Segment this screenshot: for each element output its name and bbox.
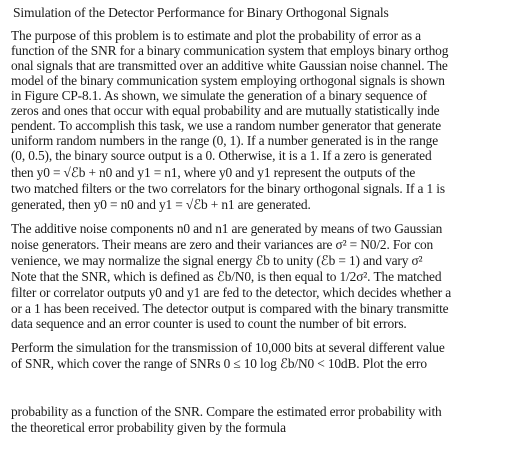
paragraph-1-line-8: uniform random numbers in the range (0, 1). If a number generated is in the range	[11, 133, 438, 148]
paragraph-1-line-2: function of the SNR for a binary communication system that employs binary orthog	[11, 43, 449, 58]
section-title: Simulation of the Detector Performance for Binary Orthogonal Signals	[13, 5, 389, 20]
paragraph-1-line-12: generated, then y0 = n0 and y1 = √ℰb + n1 are generated.	[11, 197, 311, 212]
paragraph-1-line-6: zeros and ones that occur with equal probability and are mutually statistically inde	[11, 103, 440, 118]
paragraph-1-line-1: The purpose of this problem is to estimate and plot the probability of error as a	[11, 28, 421, 43]
paragraph-3-line-1: Perform the simulation for the transmission of 10,000 bits at several different value	[11, 340, 445, 355]
paragraph-3-line-2: of SNR, which cover the range of SNRs 0 ≤ 10 log ℰb/N0 < 10dB. Plot the erro	[11, 356, 427, 371]
paragraph-1-line-7: pendent. To accomplish this task, we use a random number generator that generate	[11, 118, 442, 133]
paragraph-1-line-10: then y0 = √ℰb + n0 and y1 = n1, where y0 and y1 represent the outputs of the	[11, 165, 416, 180]
paragraph-2-line-2: noise generators. Their means are zero and their variances are σ² = N0/2. For con	[11, 237, 434, 252]
paragraph-1-line-4: model of the binary communication system employing orthogonal signals is shown	[11, 73, 445, 88]
paragraph-1-line-5: in Figure CP-8.1. As shown, we simulate the generation of a binary sequence of	[11, 88, 427, 103]
paragraph-2-line-3: venience, we may normalize the signal energy ℰb to unity (ℰb = 1) and vary σ²	[11, 253, 423, 268]
paragraph-1-line-11: two matched filters or the two correlators for the binary orthogonal signals. If a 1 is	[11, 181, 445, 196]
paragraph-2-line-1: The additive noise components n0 and n1 are generated by means of two Gaussian	[11, 221, 443, 236]
paragraph-2-line-7: data sequence and an error counter is used to count the number of bit errors.	[11, 316, 407, 331]
paragraph-2-line-5: filter or correlator outputs y0 and y1 are fed to the detector, which decides whether a	[11, 285, 452, 300]
paragraph-4-line-2: the theoretical error probability given by the formula	[11, 420, 286, 435]
paragraph-2-line-6: or a 1 has been received. The detector output is compared with the binary transmitte	[11, 301, 449, 316]
paragraph-2-line-4: Note that the SNR, which is defined as ℰb/N0, is then equal to 1/2σ². The matched	[11, 269, 442, 284]
paragraph-1-line-9: (0, 0.5), the binary source output is a 0. Otherwise, it is a 1. If a zero is generated	[11, 148, 432, 163]
paragraph-4-line-1: probability as a function of the SNR. Compare the estimated error probability with	[11, 404, 442, 419]
paragraph-1-line-3: onal signals that are transmitted over an additive white Gaussian noise channel. The	[11, 58, 448, 73]
